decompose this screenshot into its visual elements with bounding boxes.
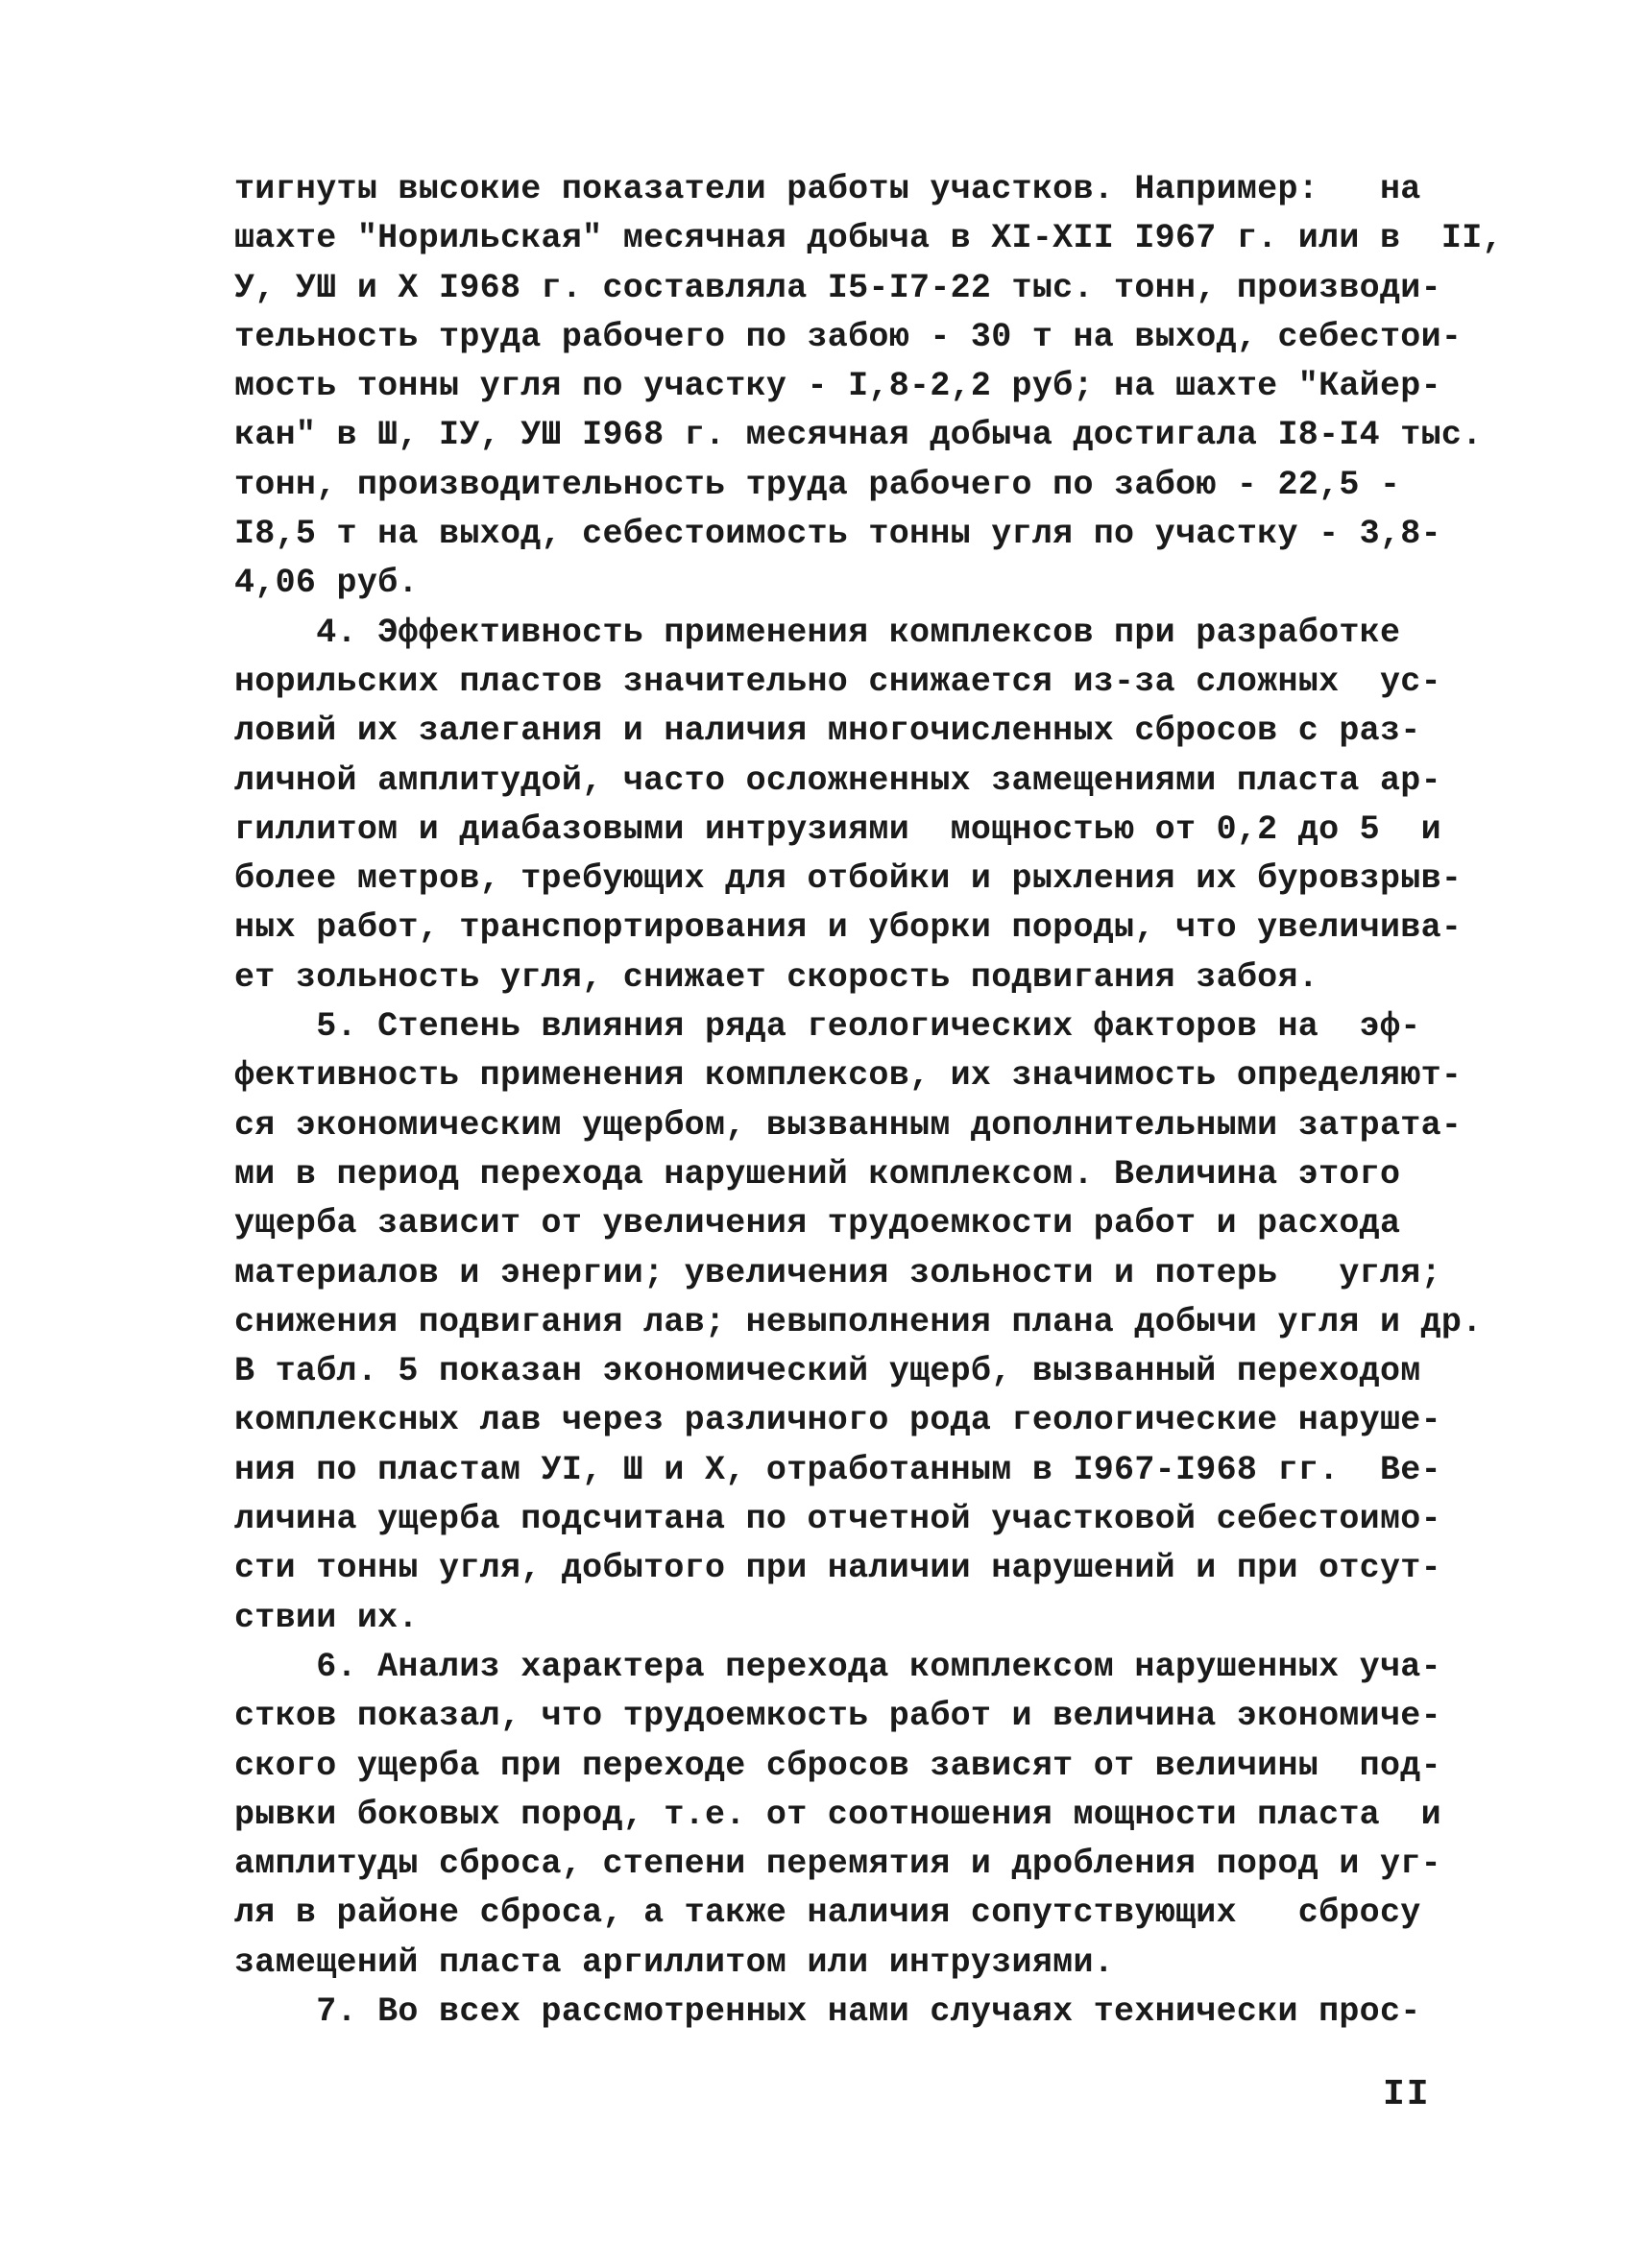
text-line: шахте "Норильская" месячная добыча в XI-XII I967 г. или в II, — [234, 219, 1503, 258]
text-line: личной амплитудой, часто осложненных замещениями пласта ар- — [234, 760, 1441, 800]
text-line: сти тонны угля, добытого при наличии нарушений и при отсут- — [234, 1549, 1441, 1588]
text-line: личина ущерба подсчитана по отчетной участковой себестоимо- — [234, 1500, 1441, 1539]
text-line: ся экономическим ущербом, вызванным дополнительными затрата- — [234, 1105, 1463, 1145]
body-text — [234, 165, 1503, 2037]
text-line: фективность применения комплексов, их значимость определяют- — [234, 1056, 1463, 1096]
text-line: ния по пластам УI, Ш и X, отработанным в I967-I968 гг. Ве- — [234, 1450, 1441, 1489]
text-line: ет зольность угля, снижает скорость подвигания забоя. — [234, 957, 1319, 997]
text-line: ловий их залегания и наличия многочисленных сбросов с раз- — [234, 712, 1421, 751]
text-line: тельность труда рабочего по забою - 30 т на выход, себестои- — [234, 317, 1463, 356]
text-line: ля в районе сброса, а также наличия сопутствующих сбросу — [234, 1894, 1421, 1933]
page-number: II — [1383, 2074, 1431, 2115]
text-line: 4,06 руб. — [234, 564, 419, 603]
text-line: ных работ, транспортирования и уборки породы, что увеличива- — [234, 908, 1463, 948]
text-line: мость тонны угля по участку - I,8-2,2 руб; на шахте "Кайер- — [234, 367, 1441, 406]
text-line: тигнуты высокие показатели работы участков. Например: на — [234, 170, 1421, 208]
text-line: рывки боковых пород, т.е. от соотношения мощности пласта и — [234, 1795, 1441, 1834]
paragraph-6-start: 6. Анализ характера перехода комплексом нарушенных уча- — [234, 1647, 1441, 1686]
text-line: ствии их. — [234, 1598, 419, 1637]
text-line: В табл. 5 показан экономический ущерб, вызванный переходом — [234, 1352, 1421, 1391]
text-line: кан" в Ш, IУ, УШ I968 г. месячная добыча достигала I8-I4 тыс. — [234, 416, 1483, 455]
text-line: стков показал, что трудоемкость работ и величина экономиче- — [234, 1697, 1441, 1736]
text-line: комплексных лав через различного рода геологические наруше- — [234, 1401, 1441, 1440]
paragraph-4-start: 4. Эффективность применения комплексов при разработке — [234, 613, 1401, 652]
text-line: норильских пластов значительно снижается из-за сложных ус- — [234, 662, 1441, 701]
text-line: ущерба зависит от увеличения трудоемкости работ и расхода — [234, 1204, 1401, 1243]
text-line: У, УШ и X I968 г. составляла I5-I7-22 тыс. тонн, производи- — [234, 268, 1441, 307]
paragraph-5-start: 5. Степень влияния ряда геологических факторов на эф- — [234, 1007, 1421, 1047]
text-line: ми в период перехода нарушений комплексом. Величина этого — [234, 1154, 1401, 1194]
text-line: замещений пласта аргиллитом или интрузиями. — [234, 1942, 1115, 1982]
text-line: гиллитом и диабазовыми интрузиями мощностью от 0,2 до 5 и — [234, 809, 1441, 849]
text-line: более метров, требующих для отбойки и рыхления их буровзрыв- — [234, 859, 1463, 899]
text-line: снижения подвигания лав; невыполнения плана добычи угля и др. — [234, 1302, 1483, 1341]
text-line: I8,5 т на выход, себестоимость тонны угля по участку - 3,8- — [234, 515, 1441, 554]
text-line: амплитуды сброса, степени перемятия и дробления пород и уг- — [234, 1845, 1441, 1884]
paragraph-7-start: 7. Во всех рассмотренных нами случаях технически прос- — [234, 1991, 1421, 2031]
text-line: тонн, производительность труда рабочего по забою - 22,5 - — [234, 465, 1401, 504]
text-line: материалов и энергии; увеличения зольности и потерь угля; — [234, 1253, 1441, 1292]
text-line: ского ущерба при переходе сбросов зависят от величины под- — [234, 1746, 1441, 1785]
